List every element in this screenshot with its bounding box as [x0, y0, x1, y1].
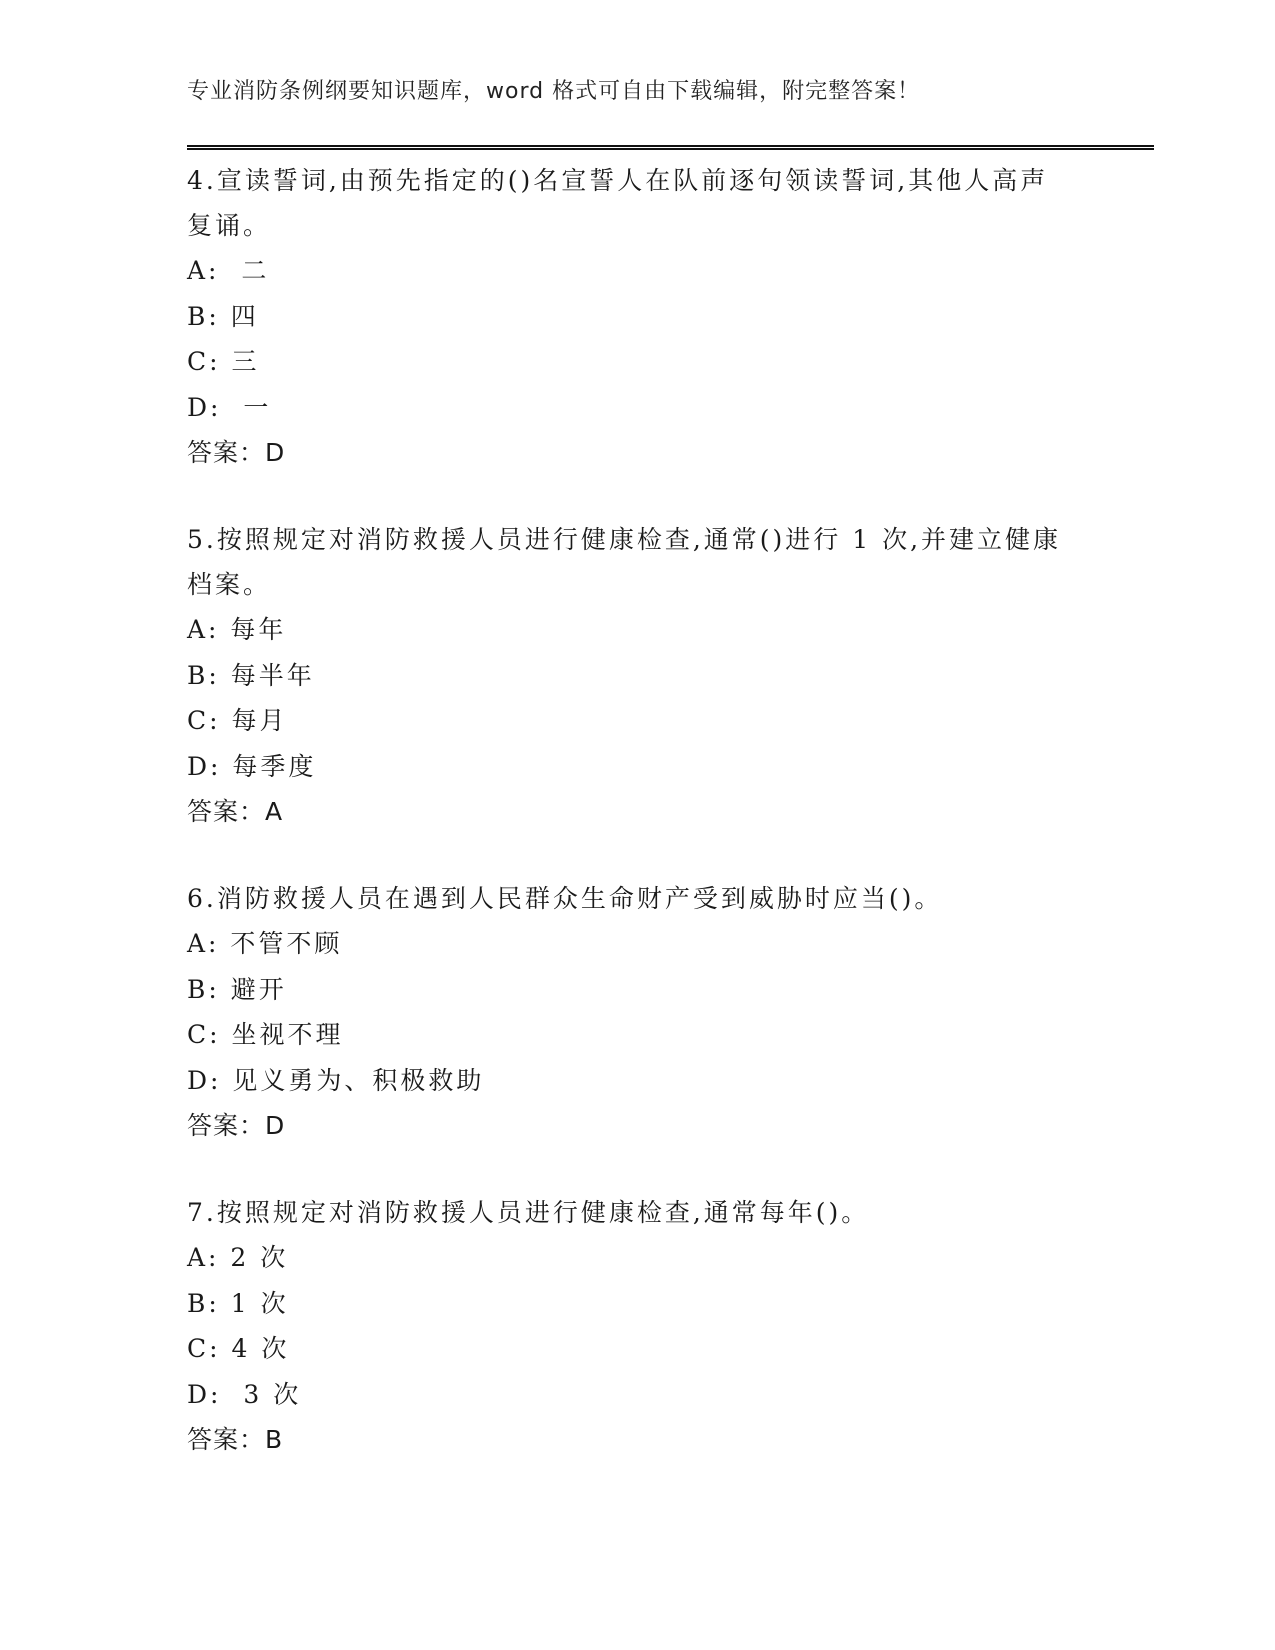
question-text: 7.按照规定对消防救援人员进行健康检查,通常每年()。	[187, 1198, 870, 1227]
page-header: 专业消防条例纲要知识题库，word 格式可自由下载编辑，附完整答案！	[187, 79, 921, 104]
question-text: 5.按照规定对消防救援人员进行健康检查,通常()进行 1 次,并建立健康档案。	[187, 525, 1062, 599]
option-a: A: 每年	[187, 615, 287, 644]
answer: 答案：A	[187, 797, 284, 826]
question-4	[187, 158, 1087, 475]
question-spacer	[187, 834, 1087, 876]
option-a: A: 2 次	[187, 1243, 289, 1272]
question-5	[187, 517, 1087, 834]
question-7	[187, 1190, 1087, 1462]
answer: 答案：B	[187, 1425, 284, 1454]
question-text: 6.消防救援人员在遇到人民群众生命财产受到威胁时应当()。	[187, 884, 943, 913]
option-c: C: 4 次	[187, 1334, 290, 1363]
option-d: D: 见义勇为、积极救助	[187, 1065, 485, 1095]
option-b: B: 避开	[187, 974, 287, 1004]
option-a: A: 不管不顾	[187, 929, 343, 958]
option-c: C: 三	[187, 347, 260, 376]
option-c: C: 每月	[187, 706, 288, 735]
option-a: A: 二	[187, 256, 270, 285]
question-6	[187, 876, 1087, 1148]
option-b: B: 1 次	[187, 1288, 289, 1318]
answer: 答案：D	[187, 1111, 286, 1140]
question-spacer	[187, 1148, 1087, 1190]
option-d: D: 每季度	[187, 751, 317, 781]
question-spacer	[187, 475, 1087, 517]
option-c: C: 坐视不理	[187, 1020, 344, 1049]
option-d: D: 3 次	[187, 1379, 302, 1409]
option-d: D: 一	[187, 392, 272, 422]
question-list	[187, 158, 1087, 1462]
header-divider	[187, 145, 1154, 150]
answer: 答案：D	[187, 438, 286, 467]
option-b: B: 每半年	[187, 660, 315, 690]
option-b: B: 四	[187, 301, 259, 331]
question-text: 4.宣读誓词,由预先指定的()名宣誓人在队前逐句领读誓词,其他人高声复诵。	[187, 166, 1049, 240]
